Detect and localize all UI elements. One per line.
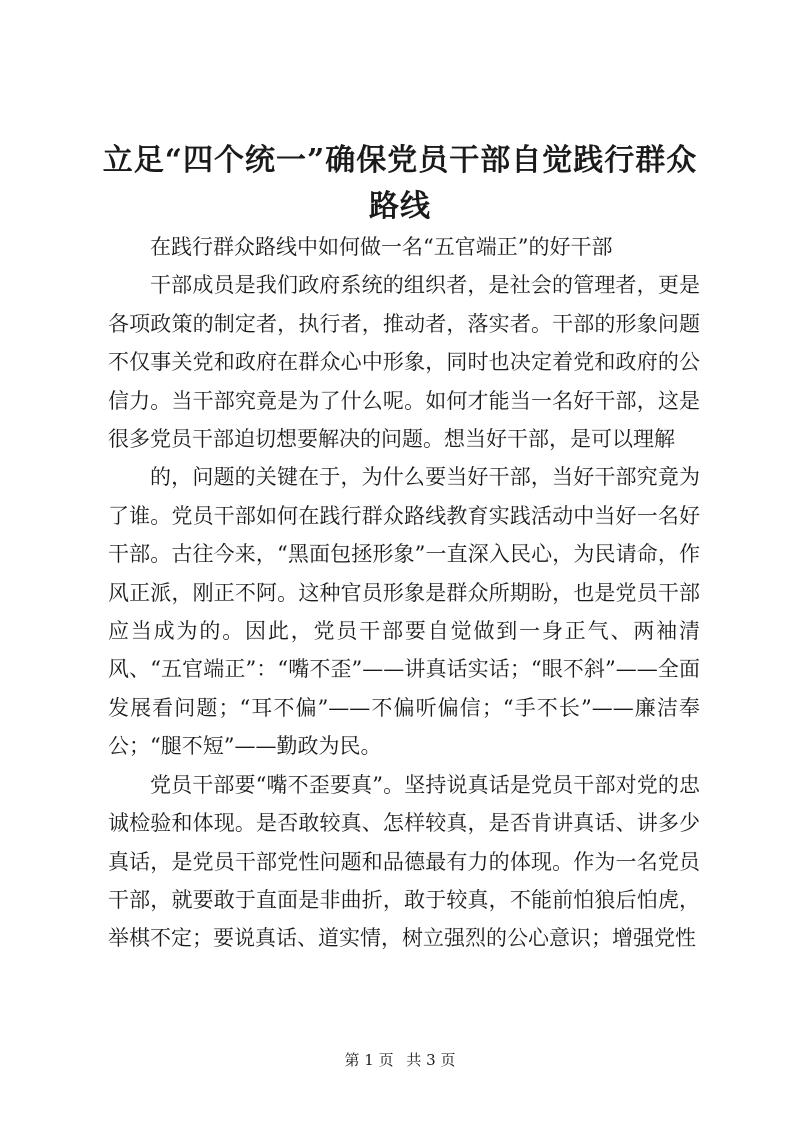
document-subtitle: 在践行群众路线中如何做一名“五官端正”的好干部: [150, 235, 613, 259]
page-total: 共 3 页: [406, 1051, 456, 1069]
document-body: [108, 228, 700, 958]
paragraph-3: 党员干部要“嘴不歪要真”。坚持说真话是党员干部对党的忠诚检验和体现。是否敢较真、怎样较真，是否肯讲真话、讲多少真话，是党员干部党性问题和品德最有力的体现。作为一名党员干部，就要敢于直面是非曲折，敢于较真，不能前怕狼后怕虎，举棋不定；要说真话、道实情，树立强烈的公心意识；增强党性: [108, 772, 700, 951]
page-number: 第 1 页: [344, 1051, 394, 1069]
page-footer: [0, 1050, 800, 1070]
paragraph-2: 的，问题的关键在于，为什么要当好干部，当好干部究竟为了谁。党员干部如何在践行群众路线教育实践活动中当好一名好干部。古往今来，“黑面包拯形象”一直深入民心，为民请命，作风正派，刚正不阿。这种官员形象是群众所期盼，也是党员干部应当成为的。因此，党员干部要自觉做到一身正气、两袖清风、“五官端正”：“嘴不歪”——讲真话实话；“眼不斜”——全面发展看问题；“耳不偏”——不偏听偏信；“手不长”——廉洁奉公；“腿不短”——勤政为民。: [108, 465, 700, 759]
paragraph-1: 干部成员是我们政府系统的组织者，是社会的管理者，更是各项政策的制定者，执行者，推动者，落实者。干部的形象问题不仅事关党和政府在群众心中形象，同时也决定着党和政府的公信力。当干部究竟是为了什么呢。如何才能当一名好干部，这是很多党员干部迫切想要解决的问题。想当好干部，是可以理解: [108, 273, 700, 452]
document-title: 立足“四个统一”确保党员干部自觉践行群众路线: [102, 143, 698, 224]
